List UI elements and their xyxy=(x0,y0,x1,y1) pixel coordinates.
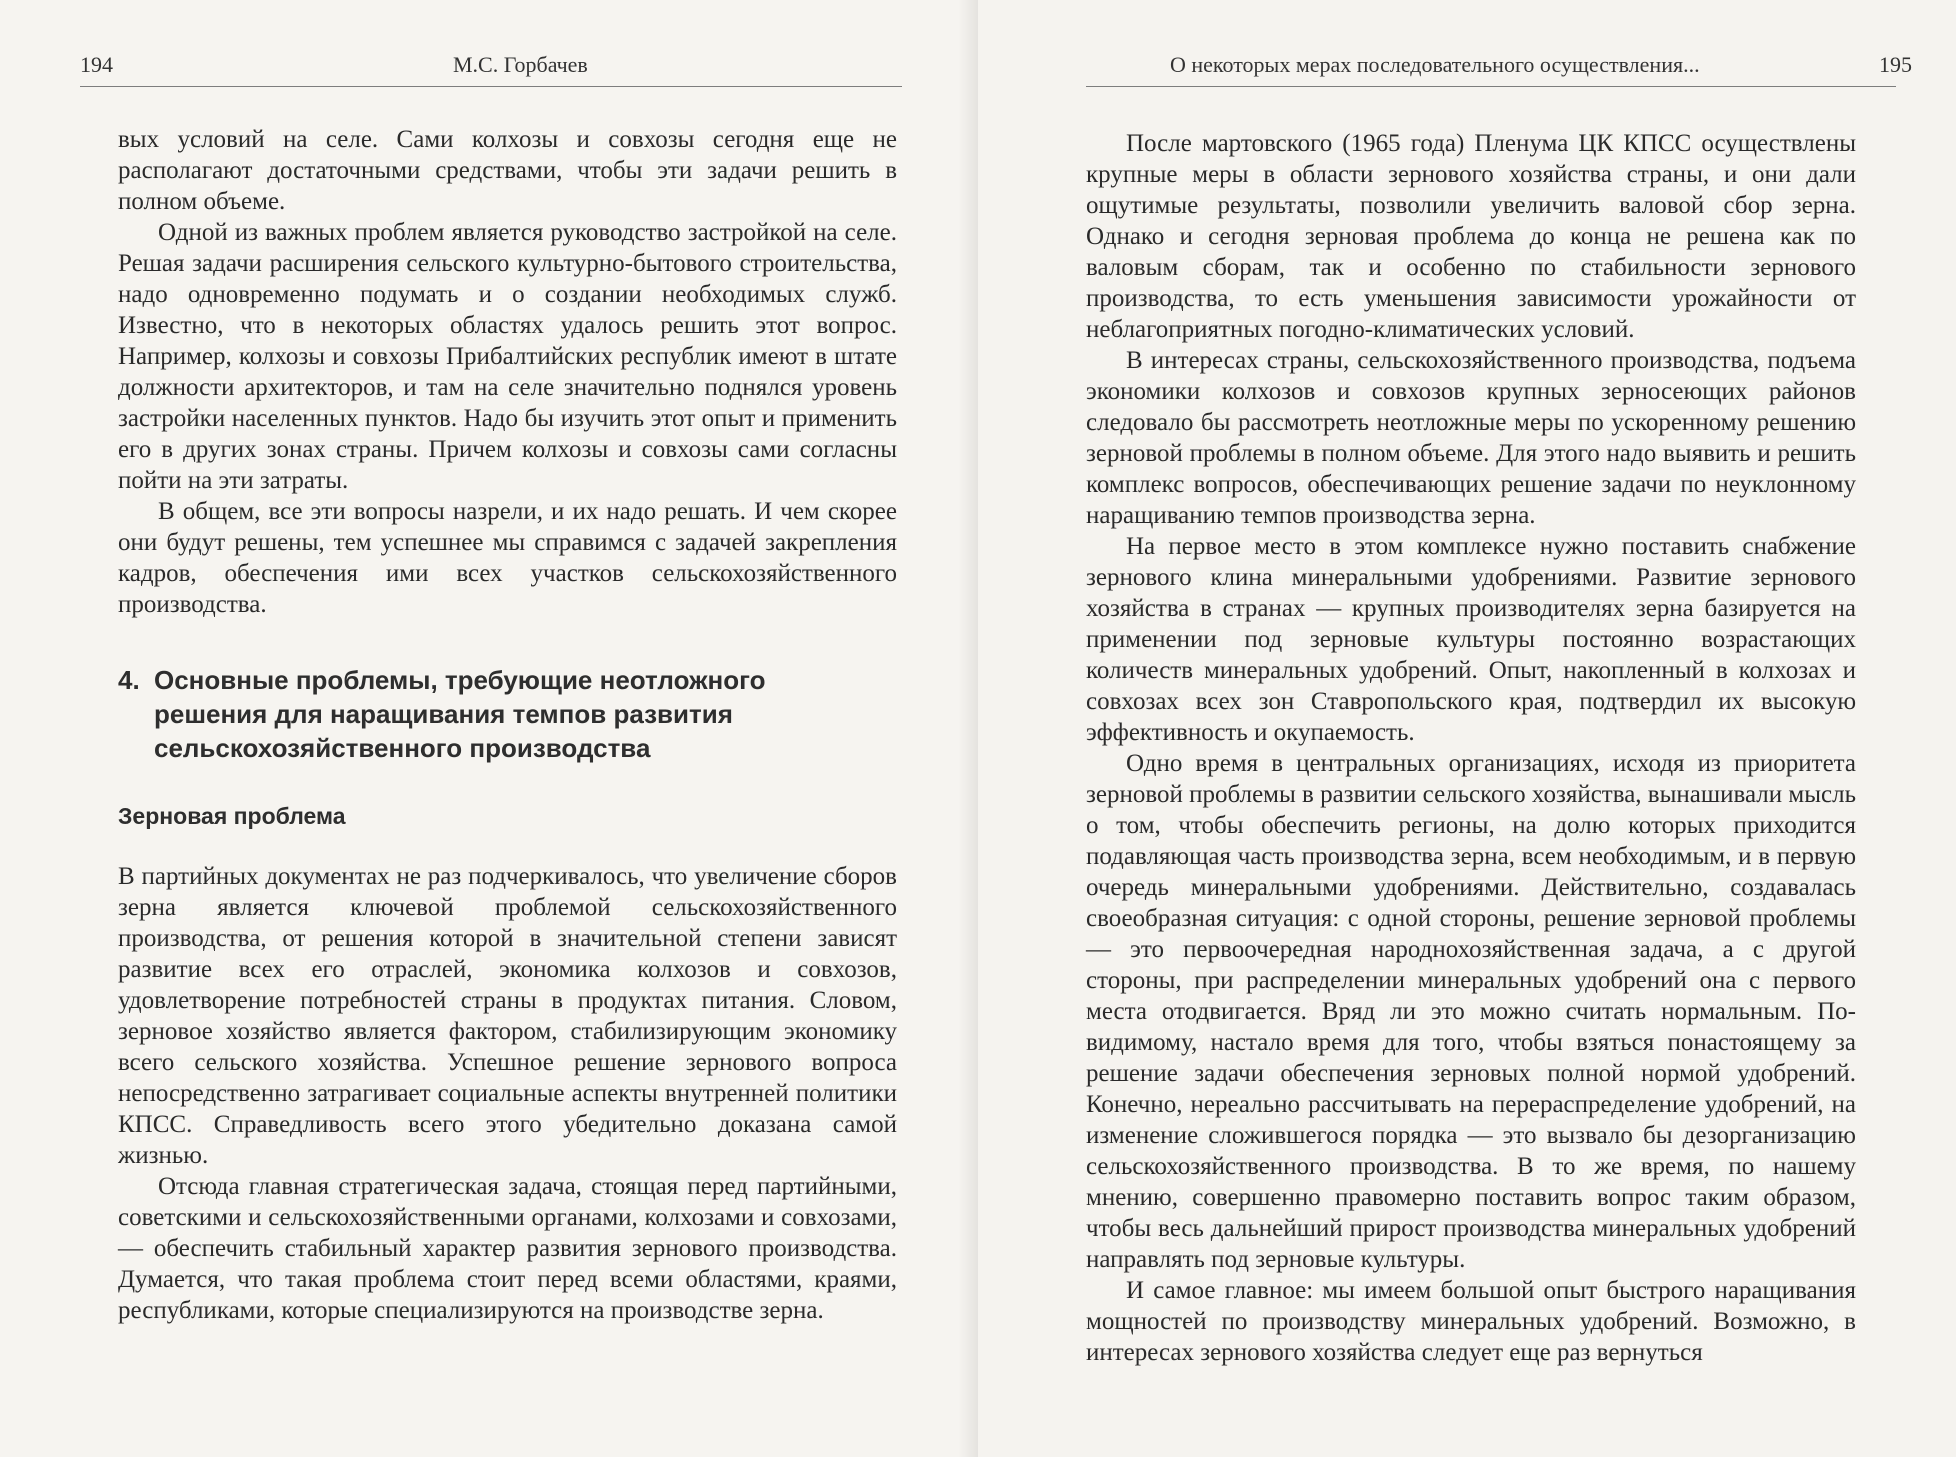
section-number: 4. xyxy=(118,665,140,695)
body-text xyxy=(1086,128,1856,1368)
paragraph: Одно время в центральных организациях, исходя из приоритета зерновой проблемы в развитии сельского хозяйства, вынашивали мысль о том, чтобы обеспечить регионы, на долю которых приходится подавляющая часть производства зерна, всем необходимым, и в первую очередь минеральными удобрениями. Действительно, создавалась своеобразная ситуация: с одной стороны, решение зерновой проблемы — это первоочередная народнохозяйственная задача, а с другой стороны, при распределении минеральных удобрений она с первого места отодвигается. Вряд ли это можно считать нормальным. По-видимому, настало время для того, чтобы взяться понастоящему за решение задачи обеспечения зерновых полной нормой удобрений. Конечно, нереально рассчитывать на перераспределение удобрений, на изменение сложившегося порядка — это вызвало бы дезорганизацию сельскохозяйственного производства. В то же время, по нашему мнению, совершенно правомерно поставить вопрос таким образом, чтобы весь дальнейший прирост производства минеральных удобрений направлять под зерновые культуры. xyxy=(1086,750,1856,1273)
section-heading xyxy=(118,663,818,765)
body-text-top xyxy=(118,124,897,620)
paragraph: Одной из важных проблем является руководство застройкой на селе. Решая задачи расширения сельского культурно-бытового строительства, надо одновременно подумать и о создании необходимых служб. Известно, что в некоторых областях удалось решить этот вопрос. Например, колхозы и совхозы Прибалтийских республик имеют в штате должности архитекторов, и там на селе значительно поднялся уровень застройки населенных пунктов. Надо бы изучить этот опыт и применить его в других зонах страны. Причем колхозы и совхозы сами согласны пойти на эти затраты. xyxy=(118,219,897,494)
page-number: 194 xyxy=(80,52,113,77)
right-page xyxy=(978,0,1956,1457)
paragraph: В общем, все эти вопросы назрели, и их надо решать. И чем скорее они будут решены, тем успешнее мы справимся с задачей закрепления кадров, обеспечения ими всех участков сельскохозяйственного производства. xyxy=(118,498,897,618)
section-title: Основные проблемы, требующие неотложного решения для наращивания темпов развития сельскохозяйственного производства xyxy=(154,665,766,763)
running-head-title: О некоторых мерах последовательного осуществления... xyxy=(1170,52,1700,77)
page-number: 195 xyxy=(1879,52,1912,77)
paragraph: В интересах страны, сельскохозяйственного производства, подъема экономики колхозов и совхозов крупных зерносеющих районов следовало бы рассмотреть неотложные меры по ускоренному решению зерновой проблемы в полном объеме. Для этого надо выявить и решить комплекс вопросов, обеспечивающих решение задачи по неуклонному наращиванию темпов производства зерна. xyxy=(1086,347,1856,529)
paragraph: И самое главное: мы имеем большой опыт быстрого наращивания мощностей по производству минеральных удобрений. Возможно, в интересах зернового хозяйства следует еще раз вернуться xyxy=(1086,1277,1856,1366)
paragraph: Отсюда главная стратегическая задача, стоящая перед партийными, советскими и сельскохозяйственными органами, колхозами и совхозами, — обеспечить стабильный характер развития зернового производства. Думается, что такая проблема стоит перед всеми областями, краями, республиками, которые специализируются на производстве зерна. xyxy=(118,1173,897,1324)
header-rule xyxy=(80,86,902,87)
paragraph: На первое место в этом комплексе нужно поставить снабжение зернового клина минеральными удобрениями. Развитие зернового хозяйства в странах — крупных производителях зерна базируется на применении под зерновые культуры постоянно возрастающих количеств минеральных удобрений. Опыт, накопленный в колхозах и совхозах всех зон Ставропольского края, подтвердил их высокую эффективность и окупаемость. xyxy=(1086,533,1856,746)
subsection-heading: Зерновая проблема xyxy=(118,803,346,829)
header-rule xyxy=(1086,86,1896,87)
body-text-bottom xyxy=(118,861,897,1326)
running-head-author: М.С. Горбачев xyxy=(453,52,588,77)
paragraph: В партийных документах не раз подчеркивалось, что увеличение сборов зерна является ключевой проблемой сельскохозяйственного производства, от решения которой в значительной степени зависят развитие всех его отраслей, экономика колхозов и совхозов, удовлетворение потребностей страны в продуктах питания. Словом, зерновое хозяйство является фактором, стабилизирующим экономику всего сельского хозяйства. Успешное решение зернового вопроса непосредственно затрагивает социальные аспекты внутренней политики КПСС. Справедливость всего этого убедительно доказана самой жизнью. xyxy=(118,863,897,1169)
paragraph: вых условий на селе. Сами колхозы и совхозы сегодня еще не располагают достаточными средствами, чтобы эти задачи решить в полном объеме. xyxy=(118,126,897,215)
paragraph: После мартовского (1965 года) Пленума ЦК КПСС осуществлены крупные меры в области зернового хозяйства страны, и они дали ощутимые результаты, позволили увеличить валовой сбор зерна. Однако и сегодня зерновая проблема до конца не решена как по валовым сборам, так и особенно по стабильности зернового производства, то есть уменьшения зависимости урожайности от неблагоприятных погодно-климатических условий. xyxy=(1086,130,1856,343)
